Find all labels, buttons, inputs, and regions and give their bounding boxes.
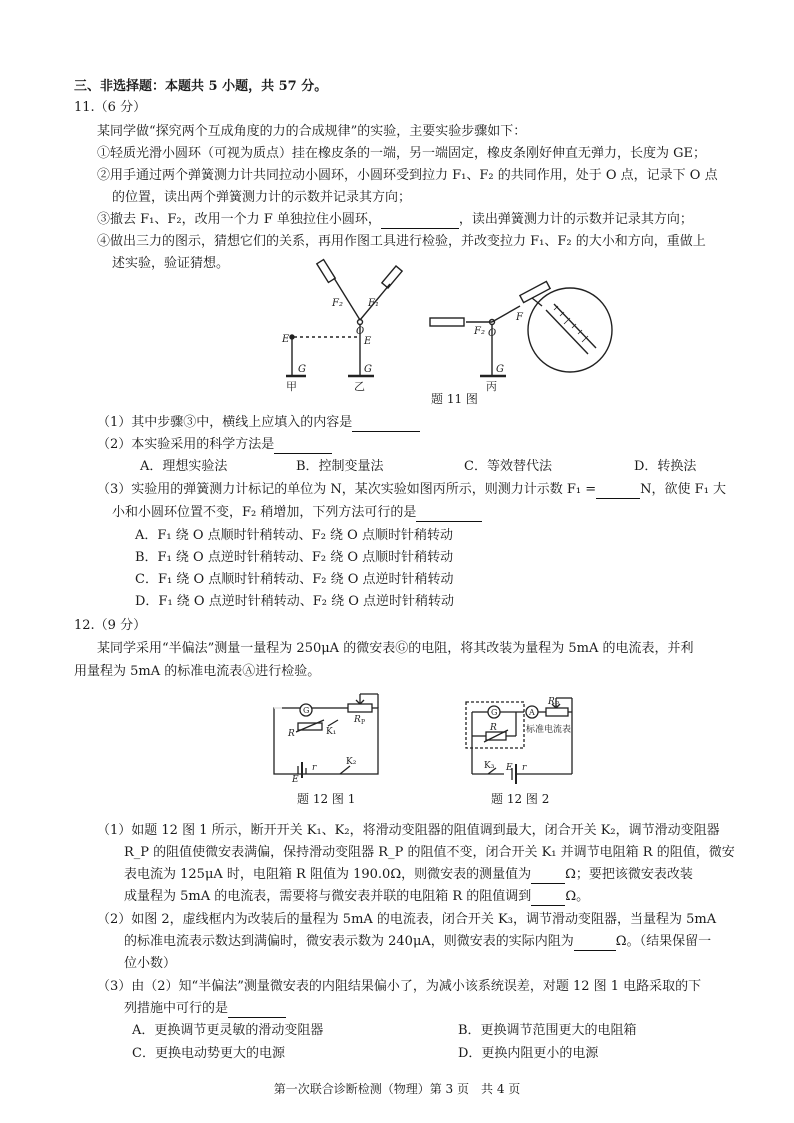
q11-figure-caption: 题 11 图	[431, 392, 478, 406]
q11-sub3b	[112, 504, 482, 522]
q11-step4b: 述实验，验证猜想。	[112, 256, 230, 271]
q12-sub3-blank[interactable]	[228, 1003, 286, 1018]
svg-text:G: G	[496, 364, 504, 375]
svg-text:G: G	[298, 364, 306, 375]
svg-text:K₂: K₂	[346, 757, 357, 767]
svg-text:P: P	[361, 719, 366, 726]
svg-text:F₂: F₂	[332, 298, 343, 309]
q12-figure-2	[460, 690, 590, 786]
q12-sub1-c	[124, 866, 693, 884]
q11-sub2-option-d: D．转换法	[634, 459, 697, 474]
q11-sub2-blank[interactable]	[274, 439, 332, 454]
svg-text:G: G	[303, 706, 310, 715]
q11-sub3-blank2[interactable]	[416, 507, 482, 522]
q11-step3b: ，读出弹簧测力计的示数并记录其方向；	[458, 212, 693, 227]
section-title: 三、非选择题：本题共 5 小题，共 57 分。	[74, 79, 328, 94]
q11-sub3a-tail: N，欲使 F₁ 大	[640, 482, 727, 497]
q12-sub1-b: R_P 的阻值使微安表满偏，保持滑动变阻器 R_P 的阻值不变，闭合开关 K₁ 并调节电阻箱 R 的阻值，微安	[124, 845, 735, 860]
svg-text:R: R	[354, 715, 361, 725]
q12-intro-a: 某同学采用“半偏法”测量一量程为 250μA 的微安表Ⓖ的电阻，将其改装为量程为 5mA 的电流表，并利	[97, 641, 694, 656]
q12-sub1-d	[124, 888, 589, 906]
q11-figure	[270, 258, 620, 408]
q11-step3-blank[interactable]	[381, 214, 459, 229]
svg-text:A: A	[529, 708, 535, 717]
q11-step4a: ④做出三力的图示，猜想它们的关系，再用作图工具进行检验，并改变拉力 F₁、F₂ 的大小和方向，重做上	[97, 234, 706, 249]
q11-step3	[97, 211, 693, 229]
svg-text:r: r	[522, 763, 527, 773]
q11-sub3-option-c: C．F₁ 绕 O 点顺时针稍转动、F₂ 绕 O 点逆时针稍转动	[135, 572, 454, 587]
q11-sub2-option-b: B．控制变量法	[296, 459, 384, 474]
q11-sub3	[97, 481, 726, 499]
q12-number: 12.（9 分）	[74, 618, 147, 633]
q11-sub3b-text: 小和小圆环位置不变，F₂ 稍增加，下列方法可行的是	[112, 505, 417, 520]
q11-sub2-text: （2）本实验采用的科学方法是	[97, 437, 275, 452]
svg-text:R: R	[548, 697, 555, 707]
q11-step3a: ③撤去 F₁、F₂，改用一个力 F 单独拉住小圆环，	[97, 212, 381, 227]
q12-sub3-option-a: A．更换调节更灵敏的滑动变阻器	[132, 1023, 324, 1038]
fig11-label-yi: 乙	[354, 380, 365, 393]
q12-figure-1	[268, 690, 388, 786]
q12-sub1-blank2[interactable]	[531, 891, 565, 906]
q12-sub1-d-text: 成量程为 5mA 的电流表，需要将与微安表并联的电阻箱 R 的阻值调到	[124, 889, 532, 904]
svg-text:E: E	[282, 334, 290, 345]
q12-sub3-b	[124, 1000, 286, 1018]
q12-intro-b: 用量程为 5mA 的标准电流表Ⓐ进行检验。	[74, 664, 321, 679]
q11-sub3-option-a: A．F₁ 绕 O 点顺时针稍转动、F₂ 绕 O 点顺时针稍转动	[135, 528, 453, 543]
svg-text:E: E	[292, 775, 299, 785]
svg-text:K₁: K₁	[326, 727, 337, 737]
q12-sub1-d-tail: Ω。	[565, 889, 590, 904]
page-footer: 第一次联合诊断检测（物理）第 3 页 共 4 页	[273, 1082, 521, 1096]
svg-text:G: G	[364, 364, 372, 375]
fig11-label-jia: 甲	[286, 380, 297, 393]
q11-step2a: ②用手通过两个弹簧测力计共同拉动小圆环，小圆环受到拉力 F₁、F₂ 的共同作用，处于 O 点，记录下 O 点	[97, 168, 718, 183]
svg-text:F₂: F₂	[474, 326, 485, 337]
fig12-std-label: 标准电流表	[526, 725, 572, 735]
q11-sub1-blank[interactable]	[352, 417, 420, 432]
svg-text:R: R	[490, 723, 497, 733]
svg-text:r: r	[312, 763, 317, 773]
svg-text:G: G	[491, 708, 498, 717]
q12-sub2-blank[interactable]	[574, 936, 616, 951]
q12-sub1-c-text: 表电流为 125μA 时，电阻箱 R 阻值为 190.0Ω，则微安表的测量值为	[124, 867, 532, 882]
q12-sub3-option-c: C．更换电动势更大的电源	[132, 1046, 285, 1061]
q12-sub1-a: （1）如题 12 图 1 所示，断开开关 K₁、K₂，将滑动变阻器的阻值调到最大，闭合开关 K₂，调节滑动变阻器	[97, 823, 720, 838]
q11-sub2-option-c: C．等效替代法	[464, 459, 552, 474]
q12-sub2-b	[124, 933, 711, 951]
q12-figure-1-caption: 题 12 图 1	[297, 792, 356, 806]
q12-sub2-c: 位小数）	[124, 956, 177, 971]
svg-text:P: P	[555, 701, 560, 708]
q11-step2b: 的位置，读出两个弹簧测力计的示数并记录其方向；	[112, 190, 412, 205]
q12-sub3-b-text: 列措施中可行的是	[124, 1001, 229, 1016]
q11-step1: ①轻质光滑小圆环（可视为质点）挂在橡皮条的一端，另一端固定，橡皮条刚好伸直无弹力，长度为 GE；	[97, 146, 707, 161]
svg-text:R: R	[288, 729, 295, 739]
q12-sub2-b-text: 的标准电流表示数达到满偏时，微安表示数为 240μA，则微安表的实际内阻为	[124, 934, 574, 949]
q12-sub3-option-d: D．更换内阻更小的电源	[458, 1046, 599, 1061]
q11-sub3-option-b: B．F₁ 绕 O 点逆时针稍转动、F₂ 绕 O 点顺时针稍转动	[135, 550, 454, 565]
q11-intro: 某同学做“探究两个互成角度的力的合成规律”的实验，主要实验步骤如下：	[97, 124, 527, 139]
q11-sub1-text: （1）其中步骤③中，横线上应填入的内容是	[97, 415, 353, 430]
svg-text:E: E	[364, 336, 372, 347]
q12-sub2-a: （2）如图 2，虚线框内为改装后的量程为 5mA 的电流表，闭合开关 K₃，调节滑动变阻器，当量程为 5mA	[97, 912, 717, 927]
svg-text:O: O	[488, 328, 497, 339]
q12-sub3-option-b: B．更换调节范围更大的电阻箱	[458, 1023, 637, 1038]
svg-text:F: F	[516, 312, 523, 323]
svg-text:F₁: F₁	[368, 298, 379, 309]
q12-sub1-blank1[interactable]	[531, 869, 565, 884]
q12-sub1-c-tail: Ω；要把该微安表改装	[565, 867, 693, 882]
q11-sub2-option-a: A．理想实验法	[140, 459, 228, 474]
q11-sub2	[97, 436, 332, 454]
fig11-label-bing: 丙	[486, 380, 497, 393]
q11-sub3-blank1[interactable]	[596, 484, 640, 499]
q12-figure-2-caption: 题 12 图 2	[491, 792, 550, 806]
q11-sub3-option-d: D．F₁ 绕 O 点逆时针稍转动、F₂ 绕 O 点逆时针稍转动	[135, 594, 454, 609]
q12-sub3-a: （3）由（2）知“半偏法”测量微安表的内阻结果偏小了，为减小该系统误差，对题 12 图 1 电路采取的下	[97, 979, 702, 994]
q11-sub3a-text: （3）实验用的弹簧测力计标记的单位为 N，某次实验如图丙所示，则测力计示数 F₁ =	[97, 482, 597, 497]
svg-text:E: E	[506, 763, 513, 773]
svg-text:K₃: K₃	[484, 761, 495, 771]
q11-sub1	[97, 414, 420, 432]
q11-number: 11.（6 分）	[74, 100, 147, 115]
svg-text:O: O	[356, 326, 365, 337]
q12-sub2-b-tail: Ω。（结果保留一	[615, 934, 712, 949]
